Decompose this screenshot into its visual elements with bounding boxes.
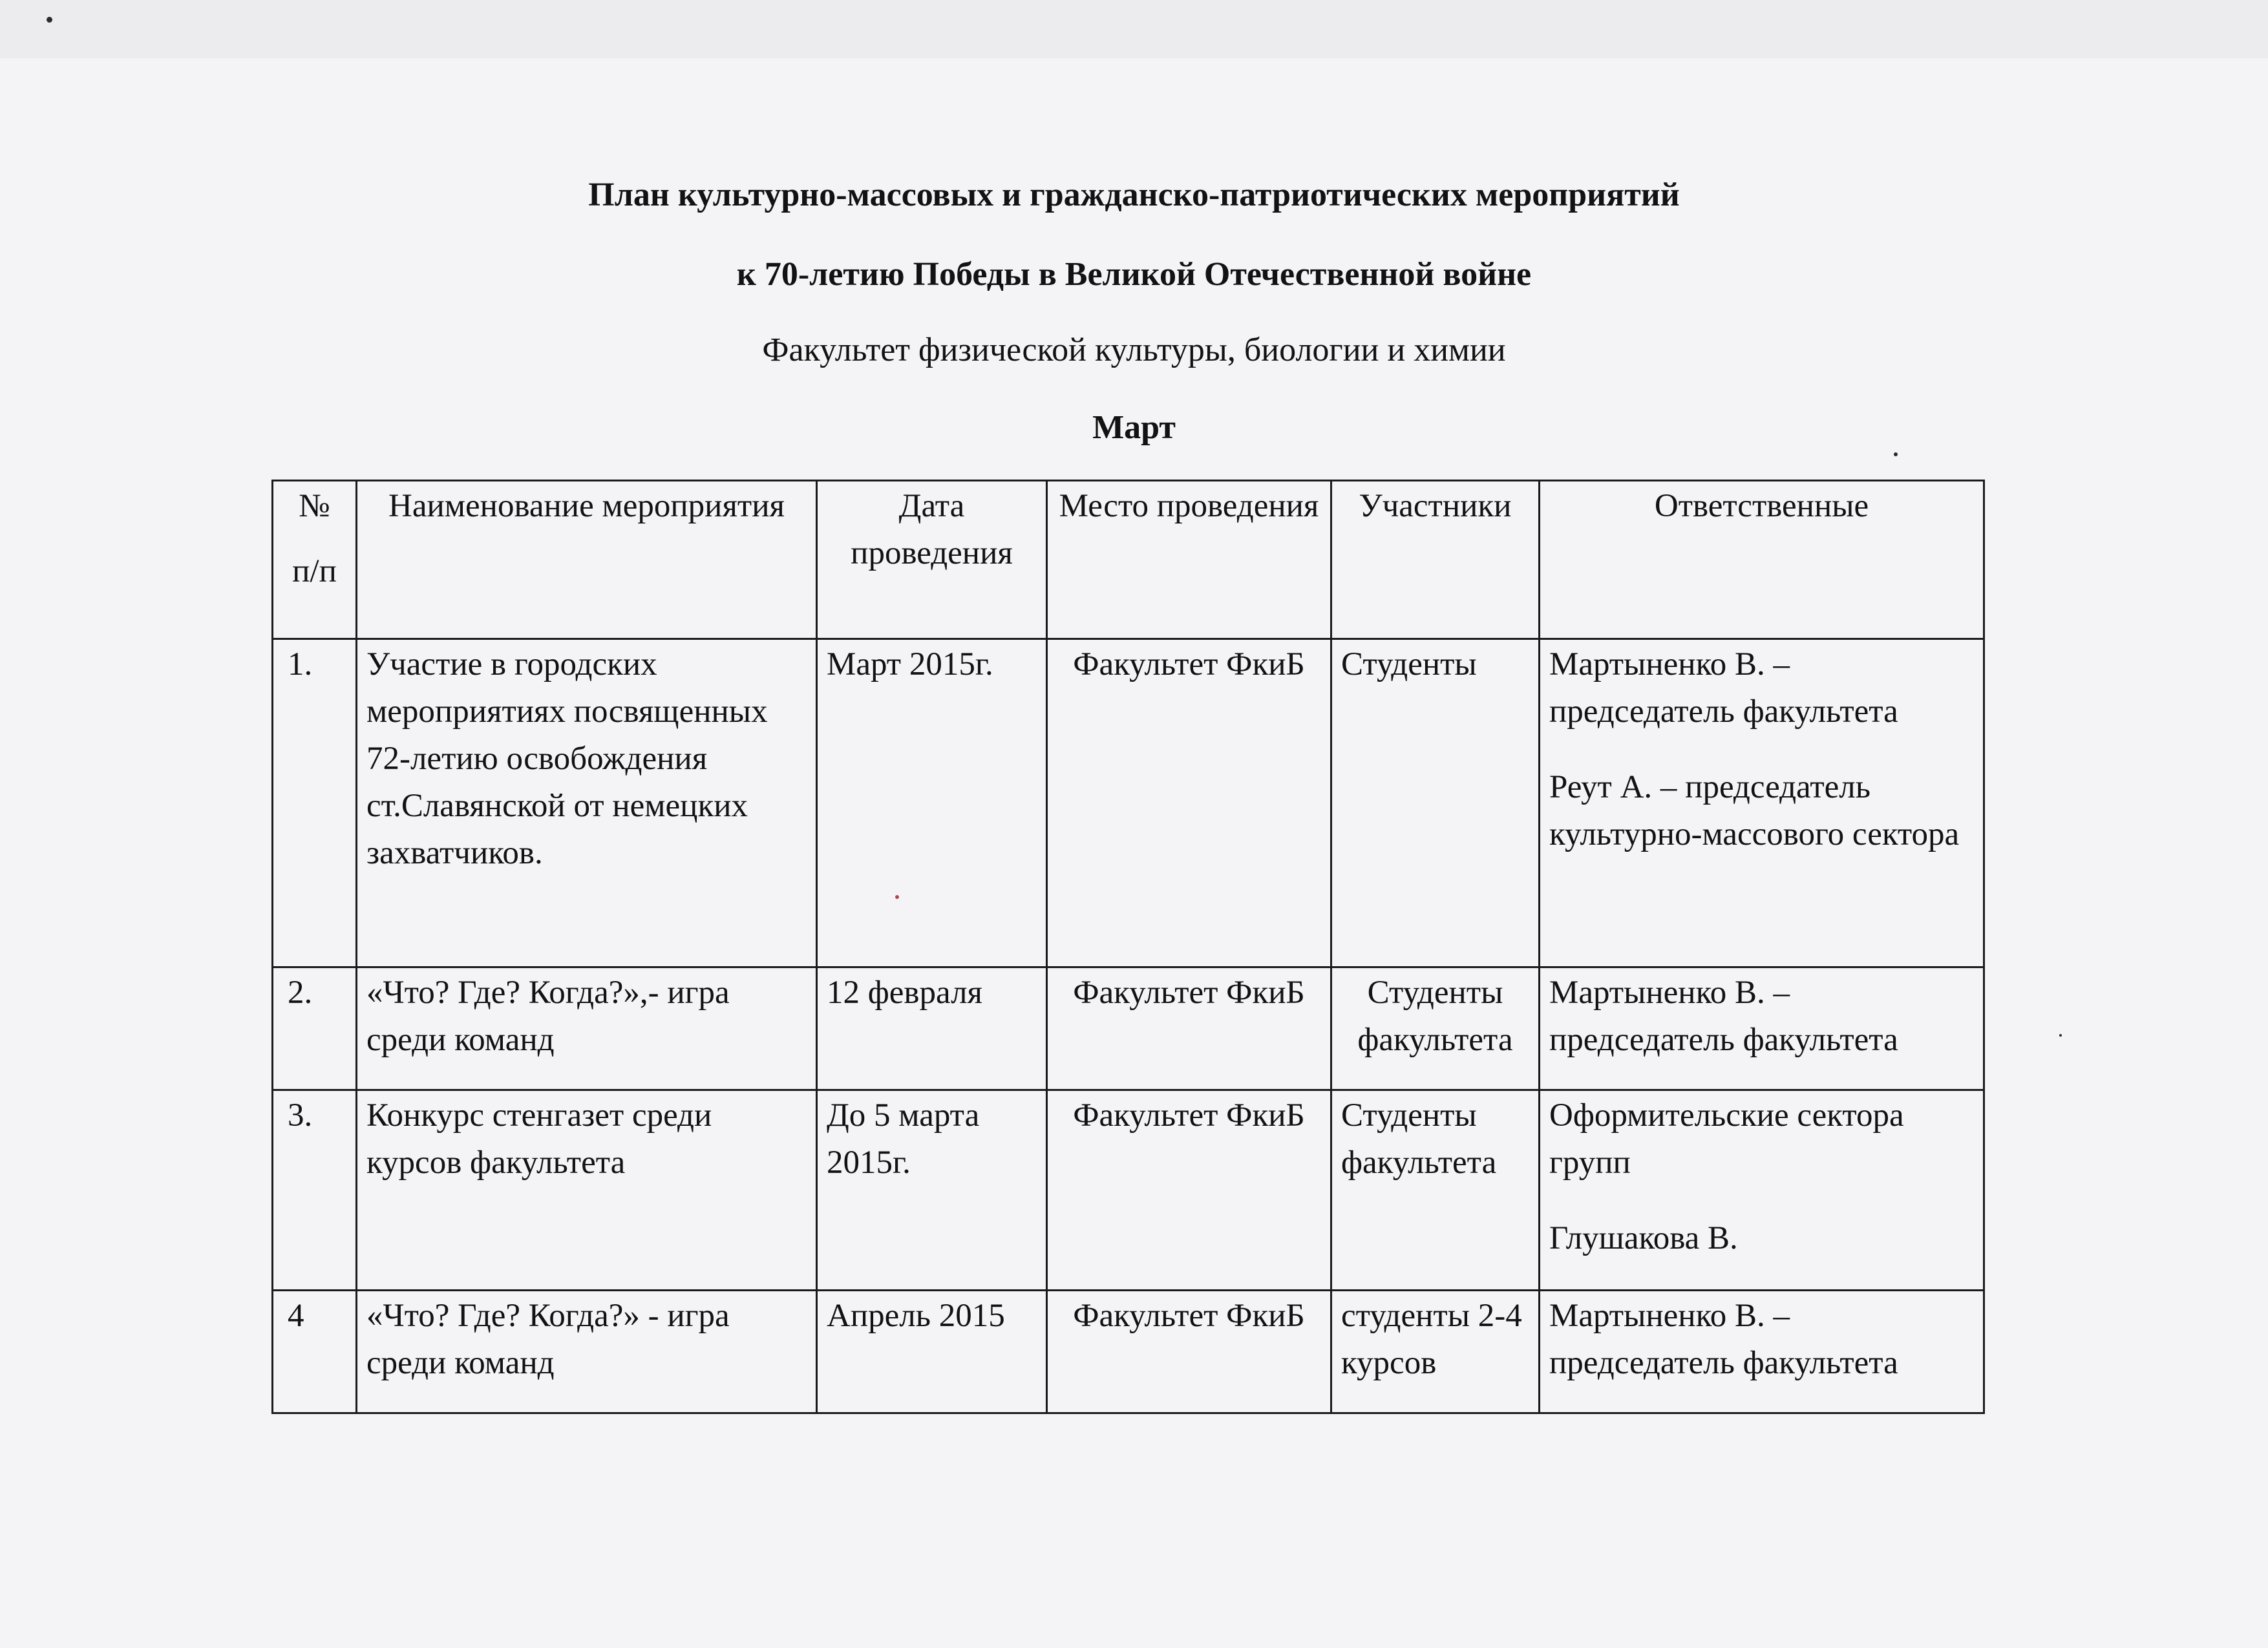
- row-num: 4: [273, 1291, 357, 1413]
- row-place: Факультет ФкиБ: [1047, 639, 1331, 967]
- table-row: [273, 1090, 1984, 1291]
- table-header-row: [273, 481, 1984, 639]
- row-date: Апрель 2015: [817, 1291, 1047, 1413]
- table-row: [273, 1291, 1984, 1413]
- row-responsible: [1540, 967, 1984, 1090]
- scan-top-margin: [0, 0, 2268, 58]
- month-heading: Март: [1092, 409, 1176, 446]
- header-event-name: Наименование мероприятия: [357, 481, 817, 639]
- row-responsible: [1540, 639, 1984, 967]
- row-participants: студенты 2-4 курсов: [1331, 1291, 1540, 1413]
- row-event-name: Конкурс стенгазет среди курсов факультета: [357, 1090, 817, 1291]
- row-responsible: [1540, 1291, 1984, 1413]
- header-responsible: Ответственные: [1540, 481, 1984, 639]
- document-title-line1: План культурно-массовых и гражданско-патриотических мероприятий: [588, 176, 1680, 213]
- row-date: Март 2015г.: [817, 639, 1047, 967]
- responsible-person: Мартыненко В. – председатель факультета: [1549, 975, 1898, 1058]
- header-date: Дата проведения: [817, 481, 1047, 639]
- row-place: Факультет ФкиБ: [1047, 967, 1331, 1090]
- row-num: 1.: [273, 639, 357, 967]
- row-date: 12 февраля: [817, 967, 1047, 1090]
- responsible-person: Мартыненко В. – председатель факультета: [1549, 1298, 1898, 1381]
- row-event-name: Участие в городских мероприятиях посвященных 72-летию освобождения ст.Славянской от немецких захватчиков.: [357, 639, 817, 967]
- row-responsible: [1540, 1090, 1984, 1291]
- document-title-line2: к 70-летию Победы в Великой Отечественной войне: [736, 256, 1532, 293]
- row-place: Факультет ФкиБ: [1047, 1291, 1331, 1413]
- scan-speck: [2059, 1034, 2062, 1037]
- events-table: [271, 480, 1985, 1414]
- row-num: 2.: [273, 967, 357, 1090]
- responsible-person: Оформительские сектора групп: [1549, 1097, 1904, 1181]
- header-num-sign: №: [299, 488, 330, 524]
- table-row: [273, 639, 1984, 967]
- row-participants: Студенты: [1331, 639, 1540, 967]
- header-place: Место проведения: [1047, 481, 1331, 639]
- faculty-name: Факультет физической культуры, биологии и химии: [762, 332, 1506, 368]
- row-place: Факультет ФкиБ: [1047, 1090, 1331, 1291]
- row-num: 3.: [273, 1090, 357, 1291]
- scan-speck: [47, 17, 52, 23]
- responsible-person: Реут А. – председатель культурно-массового сектора: [1549, 769, 1960, 852]
- row-event-name: «Что? Где? Когда?»,- игра среди команд: [357, 967, 817, 1090]
- row-participants: Студенты факультета: [1331, 1090, 1540, 1291]
- scan-speck: [1894, 452, 1898, 456]
- header-participants: Участники: [1331, 481, 1540, 639]
- responsible-person: Глушакова В.: [1549, 1220, 1738, 1256]
- row-date: До 5 марта 2015г.: [817, 1090, 1047, 1291]
- row-participants: Студенты факультета: [1331, 967, 1540, 1090]
- header-num: [273, 481, 357, 639]
- responsible-person: Мартыненко В. – председатель факультета: [1549, 646, 1898, 730]
- row-event-name: «Что? Где? Когда?» - игра среди команд: [357, 1291, 817, 1413]
- header-num-pp: п/п: [292, 553, 337, 589]
- table-row: [273, 967, 1984, 1090]
